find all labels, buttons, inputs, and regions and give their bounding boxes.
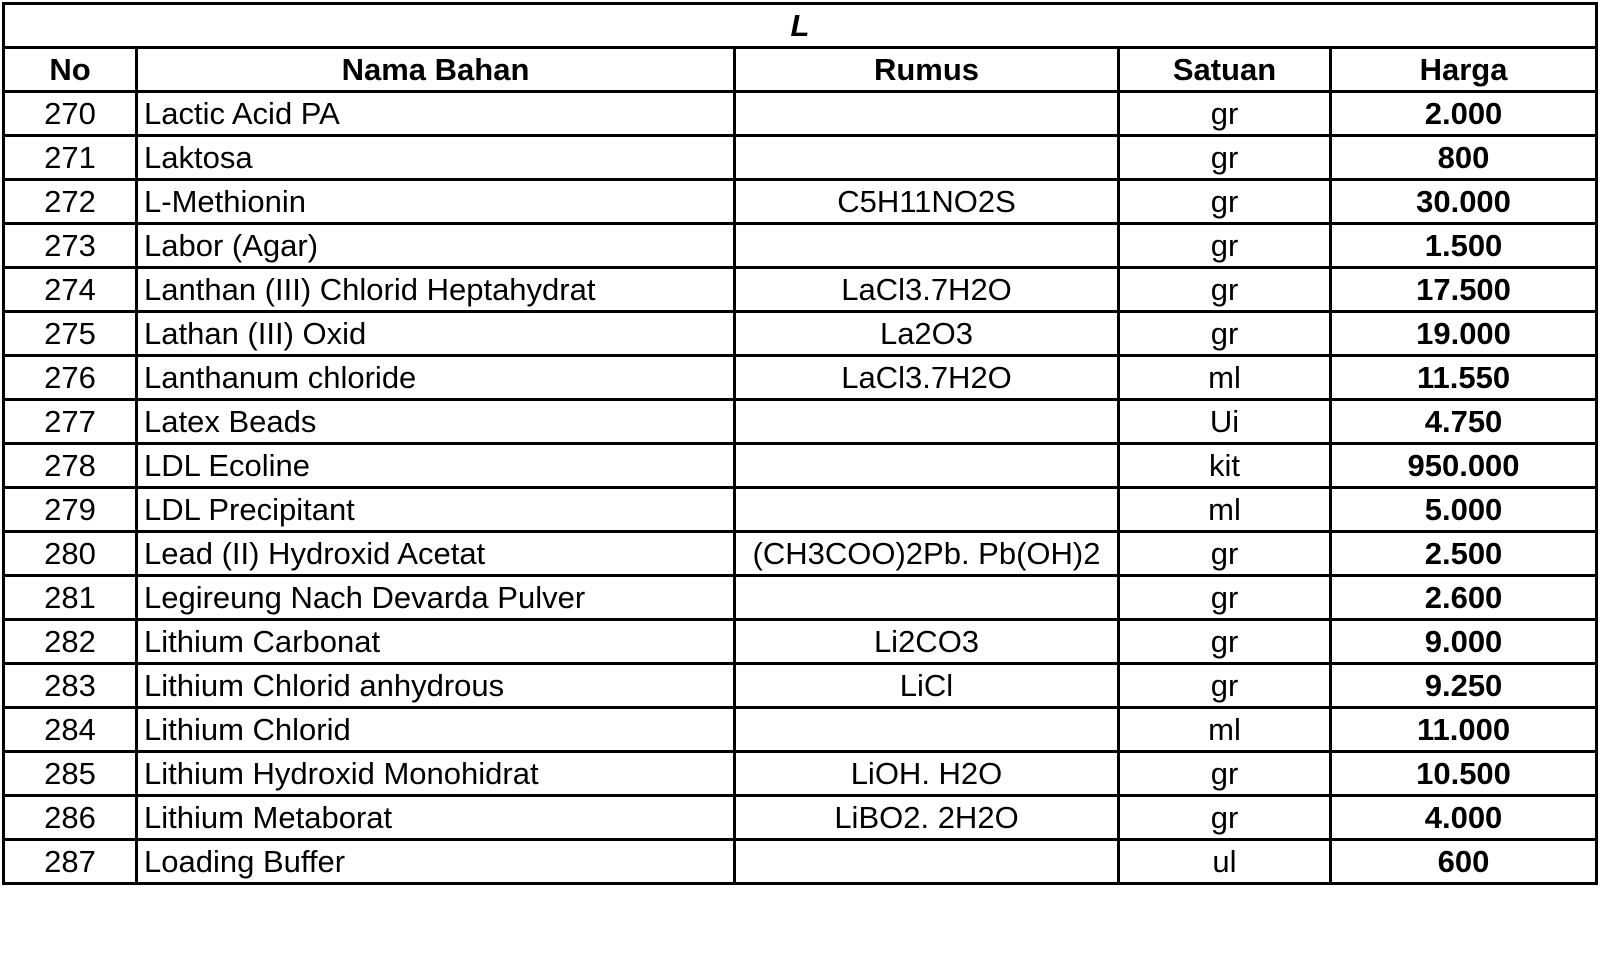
cell-formula: C5H11NO2S [735, 180, 1119, 224]
cell-price: 4.000 [1331, 796, 1597, 840]
table-row [4, 664, 1597, 708]
cell-price: 4.750 [1331, 400, 1597, 444]
table-row [4, 840, 1597, 884]
cell-price: 19.000 [1331, 312, 1597, 356]
column-header-no: No [4, 48, 137, 92]
cell-name: Legireung Nach Devarda Pulver [137, 576, 735, 620]
cell-price: 1.500 [1331, 224, 1597, 268]
cell-unit: kit [1119, 444, 1331, 488]
cell-price: 30.000 [1331, 180, 1597, 224]
cell-no: 278 [4, 444, 137, 488]
cell-unit: gr [1119, 532, 1331, 576]
column-header-price: Harga [1331, 48, 1597, 92]
cell-unit: gr [1119, 92, 1331, 136]
cell-no: 287 [4, 840, 137, 884]
table-row [4, 488, 1597, 532]
cell-formula: LiCl [735, 664, 1119, 708]
cell-price: 950.000 [1331, 444, 1597, 488]
cell-unit: ml [1119, 488, 1331, 532]
cell-name: Lanthanum chloride [137, 356, 735, 400]
cell-no: 272 [4, 180, 137, 224]
cell-unit: gr [1119, 180, 1331, 224]
table-row [4, 224, 1597, 268]
table-body [4, 92, 1597, 884]
cell-name: Lithium Chlorid [137, 708, 735, 752]
cell-no: 274 [4, 268, 137, 312]
section-header-row [4, 4, 1597, 48]
cell-no: 273 [4, 224, 137, 268]
cell-price: 800 [1331, 136, 1597, 180]
cell-no: 270 [4, 92, 137, 136]
cell-unit: gr [1119, 136, 1331, 180]
cell-name: L-Methionin [137, 180, 735, 224]
table-row [4, 620, 1597, 664]
cell-price: 17.500 [1331, 268, 1597, 312]
table-row [4, 356, 1597, 400]
cell-formula [735, 136, 1119, 180]
cell-unit: gr [1119, 752, 1331, 796]
cell-formula [735, 708, 1119, 752]
cell-formula: La2O3 [735, 312, 1119, 356]
cell-no: 281 [4, 576, 137, 620]
cell-formula [735, 488, 1119, 532]
price-list-sheet [2, 2, 1595, 885]
cell-formula [735, 444, 1119, 488]
cell-formula [735, 400, 1119, 444]
cell-price: 5.000 [1331, 488, 1597, 532]
cell-formula: LiBO2. 2H2O [735, 796, 1119, 840]
cell-no: 271 [4, 136, 137, 180]
table-row [4, 444, 1597, 488]
cell-name: LDL Ecoline [137, 444, 735, 488]
cell-name: Lathan (III) Oxid [137, 312, 735, 356]
cell-price: 2.500 [1331, 532, 1597, 576]
cell-unit: Ui [1119, 400, 1331, 444]
cell-no: 279 [4, 488, 137, 532]
cell-price: 600 [1331, 840, 1597, 884]
cell-formula: LaCl3.7H2O [735, 356, 1119, 400]
column-header-formula: Rumus [735, 48, 1119, 92]
cell-price: 9.000 [1331, 620, 1597, 664]
cell-unit: ml [1119, 356, 1331, 400]
table-row [4, 532, 1597, 576]
cell-name: Lactic Acid PA [137, 92, 735, 136]
cell-no: 284 [4, 708, 137, 752]
cell-no: 285 [4, 752, 137, 796]
cell-no: 276 [4, 356, 137, 400]
cell-name: Lanthan (III) Chlorid Heptahydrat [137, 268, 735, 312]
table-row [4, 576, 1597, 620]
cell-no: 283 [4, 664, 137, 708]
cell-name: Laktosa [137, 136, 735, 180]
cell-formula [735, 840, 1119, 884]
cell-formula: Li2CO3 [735, 620, 1119, 664]
cell-formula: (CH3COO)2Pb. Pb(OH)2 [735, 532, 1119, 576]
column-header-name: Nama Bahan [137, 48, 735, 92]
cell-formula: LiOH. H2O [735, 752, 1119, 796]
cell-unit: gr [1119, 620, 1331, 664]
cell-name: Labor (Agar) [137, 224, 735, 268]
cell-name: LDL Precipitant [137, 488, 735, 532]
price-table [2, 2, 1598, 885]
column-header-unit: Satuan [1119, 48, 1331, 92]
cell-name: Loading Buffer [137, 840, 735, 884]
table-row [4, 92, 1597, 136]
cell-no: 275 [4, 312, 137, 356]
table-row [4, 708, 1597, 752]
table-row [4, 268, 1597, 312]
table-row [4, 796, 1597, 840]
cell-name: Lithium Chlorid anhydrous [137, 664, 735, 708]
cell-name: Lithium Metaborat [137, 796, 735, 840]
cell-price: 10.500 [1331, 752, 1597, 796]
cell-unit: gr [1119, 268, 1331, 312]
cell-price: 9.250 [1331, 664, 1597, 708]
cell-price: 2.000 [1331, 92, 1597, 136]
cell-name: Lead (II) Hydroxid Acetat [137, 532, 735, 576]
cell-unit: gr [1119, 796, 1331, 840]
cell-no: 280 [4, 532, 137, 576]
cell-unit: gr [1119, 576, 1331, 620]
cell-price: 11.000 [1331, 708, 1597, 752]
cell-unit: ul [1119, 840, 1331, 884]
cell-name: Lithium Carbonat [137, 620, 735, 664]
cell-unit: gr [1119, 224, 1331, 268]
cell-no: 286 [4, 796, 137, 840]
cell-unit: gr [1119, 312, 1331, 356]
table-row [4, 180, 1597, 224]
column-header-row [4, 48, 1597, 92]
cell-formula: LaCl3.7H2O [735, 268, 1119, 312]
cell-unit: ml [1119, 708, 1331, 752]
cell-name: Lithium Hydroxid Monohidrat [137, 752, 735, 796]
cell-unit: gr [1119, 664, 1331, 708]
cell-price: 11.550 [1331, 356, 1597, 400]
table-row [4, 752, 1597, 796]
cell-formula [735, 224, 1119, 268]
cell-price: 2.600 [1331, 576, 1597, 620]
cell-formula [735, 92, 1119, 136]
cell-formula [735, 576, 1119, 620]
table-row [4, 136, 1597, 180]
table-row [4, 400, 1597, 444]
table-row [4, 312, 1597, 356]
section-letter: L [4, 4, 1597, 48]
cell-name: Latex Beads [137, 400, 735, 444]
cell-no: 277 [4, 400, 137, 444]
cell-no: 282 [4, 620, 137, 664]
